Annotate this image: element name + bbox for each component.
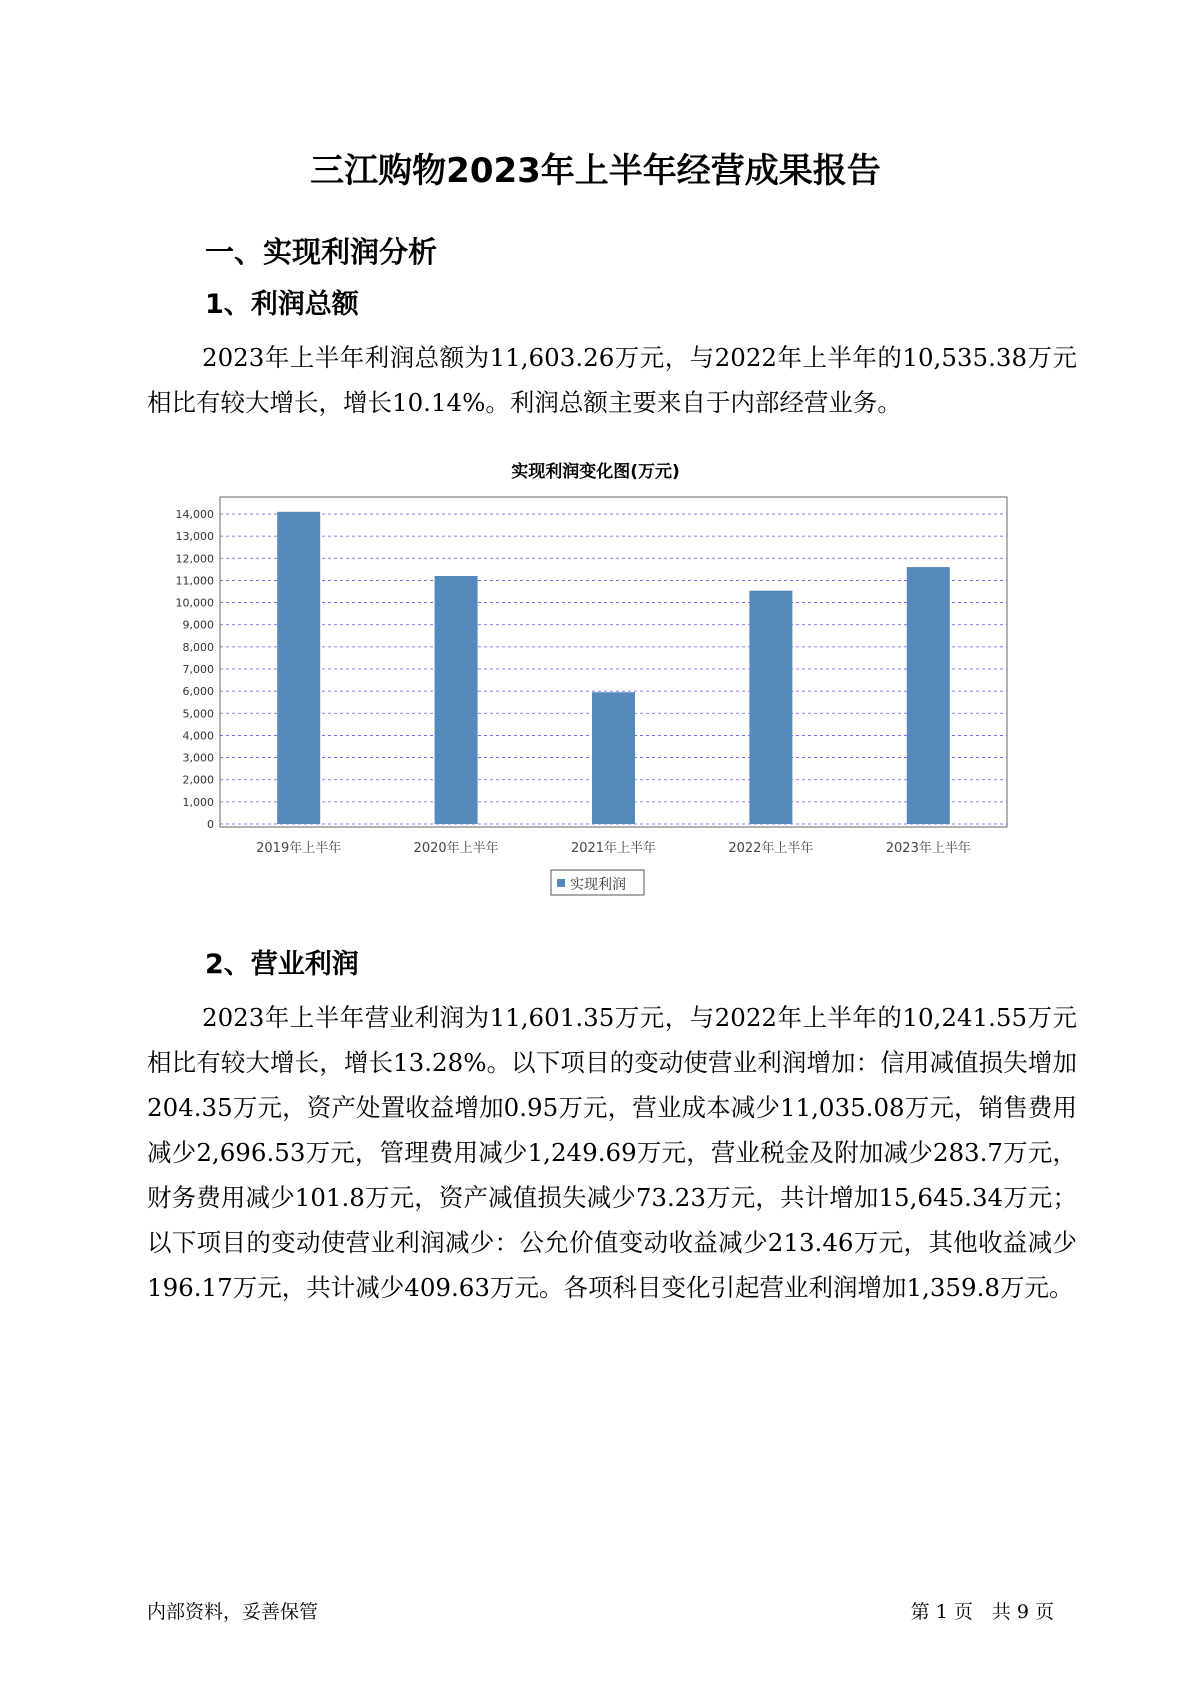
chart-legend — [551, 870, 644, 895]
subheading-operating-profit: 2、营业利润 — [205, 949, 359, 980]
bar — [277, 512, 320, 824]
y-tick-label: 0 — [207, 818, 214, 831]
paragraph-total-profit: 2023年上半年利润总额为11,603.26万元，与2022年上半年的10,535.38万元相比有较大增长，增长10.14%。利润总额主要来自于内部经营业务。 — [147, 343, 1077, 417]
x-tick-label: 2020年上半年 — [413, 841, 499, 856]
y-tick-label: 12,000 — [175, 552, 214, 566]
y-tick-label: 14,000 — [175, 508, 214, 521]
paragraph-operating-profit: 2023年上半年营业利润为11,601.35万元，与2022年上半年的10,241.55万元相比有较大增长，增长13.28%。以下项目的变动使营业利润增加：信用减值损失增加204.35万元，资产处置收益增加0.95万元，营业成本减少11,035.08万元，销售费用减少2,696.53万元，管理费用减少1,249.69万元，营业税金及附加减少283.7万元，财务费用减少101.8万元，资产减值损失减少73.23万元，共计增加15,645.34万元；以下项目的变动使营业利润减少：公允价值变动收益减少213.46万元，其他收益减少196.17万元，共计减少409.63万元。各项科目变化引起营业利润增加1,359.8万元。 — [147, 1003, 1077, 1302]
y-tick-label: 3,000 — [182, 751, 214, 765]
y-tick-label: 1,000 — [182, 795, 214, 809]
y-tick-label: 6,000 — [182, 685, 214, 699]
y-axis-tick-labels — [176, 508, 215, 831]
y-tick-label: 13,000 — [175, 530, 214, 544]
y-tick-label: 4,000 — [182, 729, 214, 743]
y-tick-label: 5,000 — [182, 707, 214, 721]
y-tick-label: 10,000 — [175, 596, 214, 610]
x-tick-label: 2022年上半年 — [728, 841, 814, 856]
footer-confidential-note: 内部资料，妥善保管 — [147, 1601, 319, 1623]
y-tick-label: 11,000 — [175, 574, 214, 588]
footer-page-number: 第 1 页 共 9 页 — [910, 1601, 1054, 1623]
bar — [907, 567, 950, 824]
subheading-total-profit: 1、利润总额 — [205, 289, 359, 320]
document-title: 三江购物2023年上半年经营成果报告 — [310, 151, 881, 191]
section-heading-profit-analysis: 一、实现利润分析 — [205, 235, 438, 269]
legend-swatch — [557, 879, 565, 887]
y-tick-label: 9,000 — [182, 618, 214, 632]
y-tick-label: 2,000 — [182, 773, 214, 787]
y-tick-label: 7,000 — [182, 663, 214, 676]
chart-title: 实现利润变化图(万元) — [511, 462, 680, 482]
x-axis-tick-labels — [256, 840, 971, 856]
x-tick-label: 2021年上半年 — [570, 841, 657, 856]
bar — [592, 692, 635, 824]
x-tick-label: 2023年上半年 — [885, 841, 971, 856]
bar — [749, 591, 792, 824]
bar — [435, 576, 478, 824]
y-tick-label: 8,000 — [182, 640, 214, 654]
legend-label: 实现利润 — [570, 877, 626, 893]
x-tick-label: 2019年上半年 — [256, 841, 342, 856]
